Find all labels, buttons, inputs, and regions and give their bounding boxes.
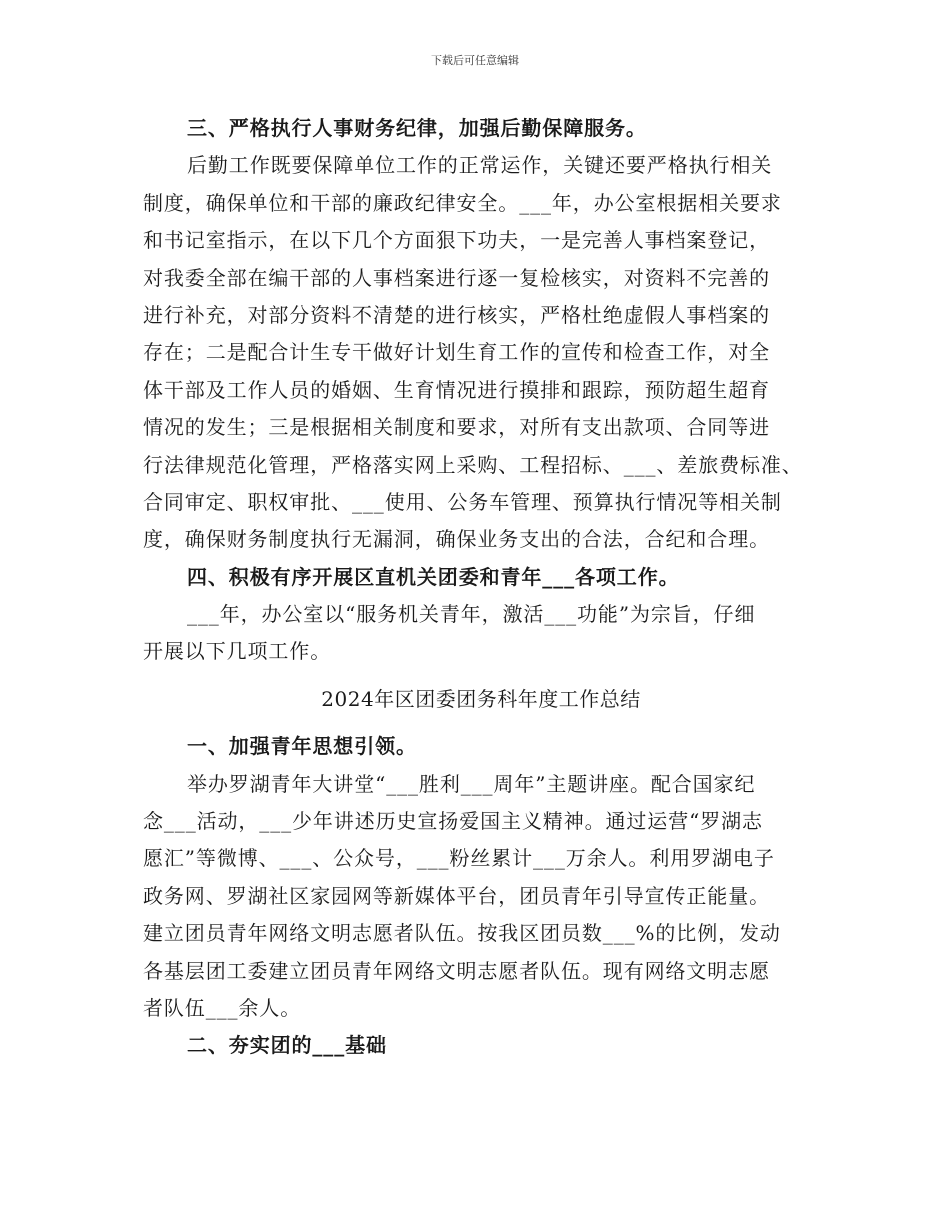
section-heading: 三、严格执行人事财务纪律，加强后勤保障服务。 <box>187 116 647 140</box>
paragraph-line: 建立团员青年网络文明志愿者队伍。按我区团员数___%的比例，发动 <box>143 921 781 946</box>
section-heading: 一、加强青年思想引领。 <box>187 734 417 759</box>
section-heading: 二、夯实团的___基础 <box>187 1033 387 1058</box>
paragraph-line: ___年，办公室以“服务机关青年，激活___功能”为宗旨，仔细 <box>187 602 756 627</box>
paragraph-line: 后勤工作既要保障单位工作的正常运作，关键还要严格执行相关 <box>187 153 773 178</box>
section-heading: 四、积极有序开展区直机关团委和青年___各项工作。 <box>187 564 680 589</box>
section-paragraph <box>143 596 819 671</box>
paragraph-line: 各基层团工委建立团员青年网络文明志愿者队伍。现有网络文明志愿 <box>143 958 770 983</box>
paragraph-line: 合同审定、职权审批、___使用、公务车管理、预算执行情况等相关制 <box>143 489 782 514</box>
section-paragraph <box>143 766 819 1028</box>
paragraph-line: 制度，确保单位和干部的廉政纪律安全。___年，办公室根据相关要求 <box>143 190 782 215</box>
header-note: 下载后可任意编辑 <box>431 54 519 67</box>
paragraph-line: 愿汇”等微博、___、公众号，___粉丝累计___万余人。利用罗湖电子 <box>143 846 775 871</box>
paragraph-line: 开展以下几项工作。 <box>143 639 332 664</box>
paragraph-line: 举办罗湖青年大讲堂“___胜利___周年”主题讲座。配合国家纪 <box>187 771 756 796</box>
section-paragraph <box>143 147 819 558</box>
document-body <box>143 110 819 1065</box>
document-title: 2024年区团委团务科年度工作总结 <box>321 686 641 711</box>
paragraph-line: 对我委全部在编干部的人事档案进行逐一复检核实，对资料不完善的 <box>143 265 770 290</box>
paragraph-line: 体干部及工作人员的婚姻、生育情况进行摸排和跟踪，预防超生超育 <box>143 377 770 402</box>
paragraph-line: 进行补充，对部分资料不清楚的进行核实，严格杜绝虚假人事档案的 <box>143 302 770 327</box>
paragraph-line: 情况的发生；三是根据相关制度和要求，对所有支出款项、合同等进 <box>143 415 770 440</box>
paragraph-line: 存在；二是配合计生专干做好计划生育工作的宣传和检查工作，对全 <box>143 340 770 365</box>
paragraph-line: 行法律规范化管理，严格落实网上采购、工程招标、___、差旅费标准、 <box>143 452 803 477</box>
paragraph-line: 者队伍___余人。 <box>143 995 302 1020</box>
paragraph-line: 度，确保财务制度执行无漏洞，确保业务支出的合法，合纪和合理。 <box>143 527 770 552</box>
paragraph-line: 和书记室指示，在以下几个方面狠下功夫，一是完善人事档案登记， <box>143 228 770 253</box>
paragraph-line: 念___活动，___少年讲述历史宣扬爱国主义精神。通过运营“罗湖志 <box>143 809 763 834</box>
paragraph-line: 政务网、罗湖社区家园网等新媒体平台，团员青年引导宣传正能量。 <box>143 883 770 908</box>
